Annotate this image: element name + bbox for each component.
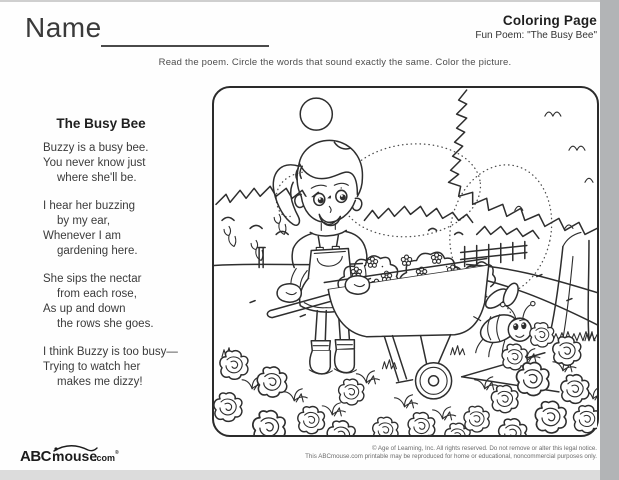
poem-line: You never know just [43, 157, 146, 169]
background-bushes [216, 186, 539, 238]
poem-line: I hear her buzzing [43, 200, 136, 212]
poem-line: makes me dizzy! [57, 376, 143, 388]
copyright-line-2: This ABCmouse.com printable may be reproduced for home or educational, noncommercial purposes only. [305, 452, 597, 460]
poem-line: As up and down [43, 303, 126, 315]
poem-line: She sips the nectar [43, 273, 142, 285]
coloring-illustration-frame [212, 86, 599, 437]
page-edge-top [0, 0, 619, 2]
poem-stanza [43, 272, 159, 332]
rose-bed [214, 323, 597, 435]
logo-text-mouse: mouse [52, 448, 98, 464]
page-header [475, 13, 597, 41]
sun [300, 98, 332, 130]
legal-notice [267, 445, 597, 460]
poem-line: the rows she goes. [57, 318, 154, 330]
page-title: Coloring Page [502, 13, 597, 28]
poem-line: Trying to watch her [43, 361, 141, 373]
poem-line: I think Buzzy is too busy— [43, 346, 178, 358]
poem-line: by my ear, [57, 215, 111, 227]
poem-line: Whenever I am [43, 230, 121, 242]
name-blank-line [101, 45, 269, 47]
copyright-line-1: © Age of Learning, Inc. All rights reserved. Do not remove or alter this legal notice. [371, 445, 597, 452]
coloring-illustration [214, 88, 597, 435]
poem-line: Buzzy is a busy bee. [43, 142, 149, 154]
logo-text-com: .com [94, 453, 116, 463]
girl [273, 140, 367, 374]
poem-stanza [43, 199, 159, 259]
poem-stanza [43, 345, 178, 390]
poem-stanza [43, 141, 159, 186]
abcmouse-logo [18, 442, 128, 468]
name-label: Name [25, 12, 102, 43]
page-subtitle: Fun Poem: "The Busy Bee" [475, 30, 597, 41]
poem-line: from each rose, [57, 288, 137, 300]
poem-line: where she'll be. [57, 172, 137, 184]
page-edge-right [600, 0, 619, 480]
logo-text-abc: ABC [20, 448, 51, 465]
logo-text-reg: ® [115, 450, 119, 456]
instruction-text: Read the poem. Circle the words that sound exactly the same. Color the picture. [158, 57, 512, 68]
page-edge-bottom [0, 470, 600, 480]
poem-line: gardening here. [57, 245, 138, 257]
poem [43, 116, 178, 403]
poem-title: The Busy Bee [56, 116, 146, 131]
seedlings [224, 214, 286, 260]
